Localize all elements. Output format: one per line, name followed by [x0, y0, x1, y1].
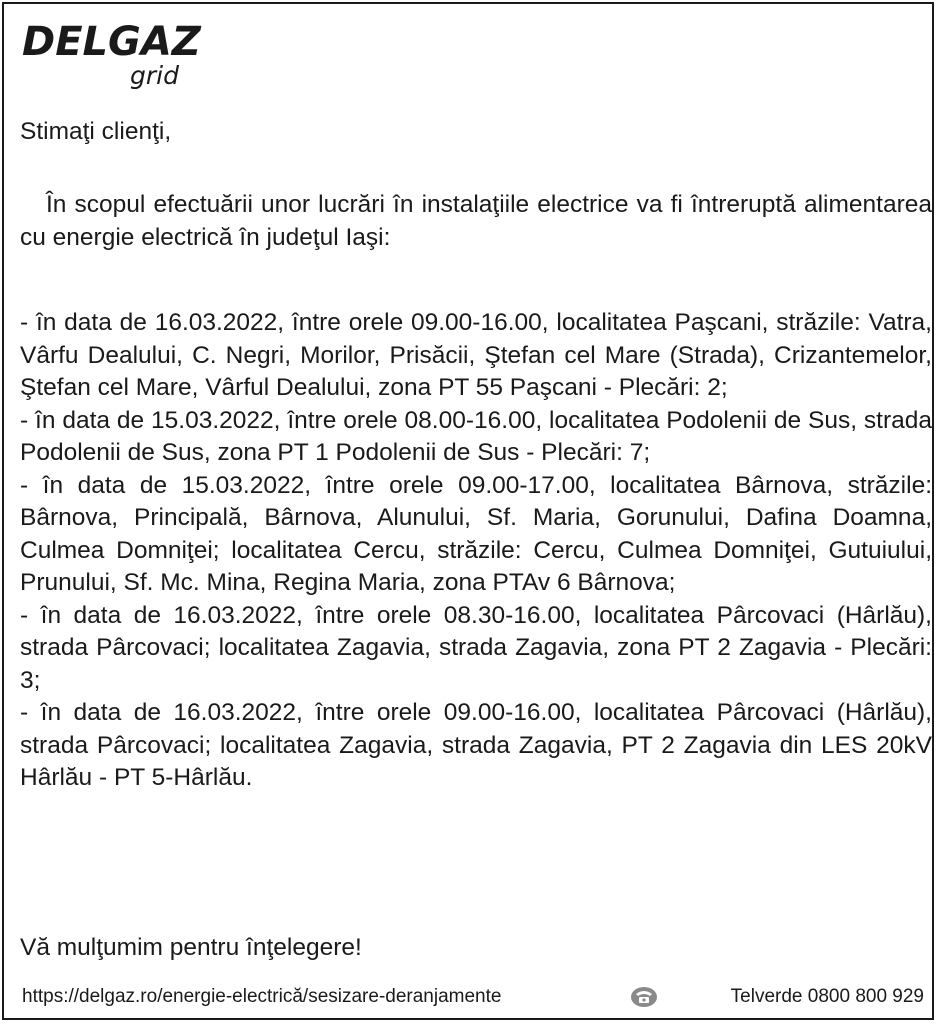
closing-line: Vă mulţumim pentru înţelegere!: [20, 934, 362, 961]
outage-item: - în data de 16.03.2022, între orele 08.30-16.00, localitatea Pârcovaci (Hârlău), strada Pârcovaci; localitatea Zagavia, strada Zagavia, zona PT 2 Zagavia - Plecări: 3;: [20, 601, 932, 694]
outage-item: - în data de 16.03.2022, între orele 09.00-16.00, localitatea Pârcovaci (Hârlău), strada Pârcovaci; localitatea Zagavia, strada Zagavia, PT 2 Zagavia din LES 20kV Hârlău - PT 5-Hârlău.: [20, 699, 932, 791]
footer-link[interactable]: https://delgaz.ro/energie-electrică/sesizare-deranjamente: [22, 986, 502, 1007]
notice-frame: [2, 2, 934, 1020]
intro-paragraph: În scopul efectuării unor lucrări în instalaţiile electrice va fi întreruptă alimentarea cu energie electrică în judeţul Iaşi:: [20, 191, 932, 251]
telephone-icon: [630, 986, 658, 1008]
delgaz-logo: [22, 20, 202, 90]
outage-item: - în data de 15.03.2022, între orele 09.00-17.00, localitatea Bârnova, străzile: Bârnova, Principală, Bârnova, Alunului, Sf. Maria, Gorunului, Dafina Doamna, Culmea Domniţei; localitatea Cercu, străzile: Cercu, Culmea Domniţei, Gutuiului, Prunului, Sf. Mc. Mina, Regina Maria, zona PTAv 6 Bârnova;: [20, 471, 932, 596]
outage-list: [20, 307, 932, 795]
outage-item: - în data de 16.03.2022, între orele 09.00-16.00, localitatea Paşcani, străzile: Vatra, Vârfu Dealului, C. Negri, Morilor, Prisăcii, Ştefan cel Mare (Strada), Crizantemelor, Ştefan cel Mare, Vârful Dealului, zona PT 55 Paşcani - Plecări: 2;: [20, 309, 932, 401]
logo-wordmark: DELGAZ: [22, 19, 201, 65]
greeting: Stimaţi clienţi,: [20, 118, 172, 145]
outage-item: - în data de 15.03.2022, între orele 08.00-16.00, localitatea Podolenii de Sus, strada Podolenii de Sus, zona PT 1 Podolenii de Sus - Plecări: 7;: [20, 406, 932, 466]
footer: [20, 984, 932, 1010]
hotline-number: Telverde 0800 800 929: [730, 986, 924, 1007]
logo-subtitle: grid: [130, 61, 179, 90]
